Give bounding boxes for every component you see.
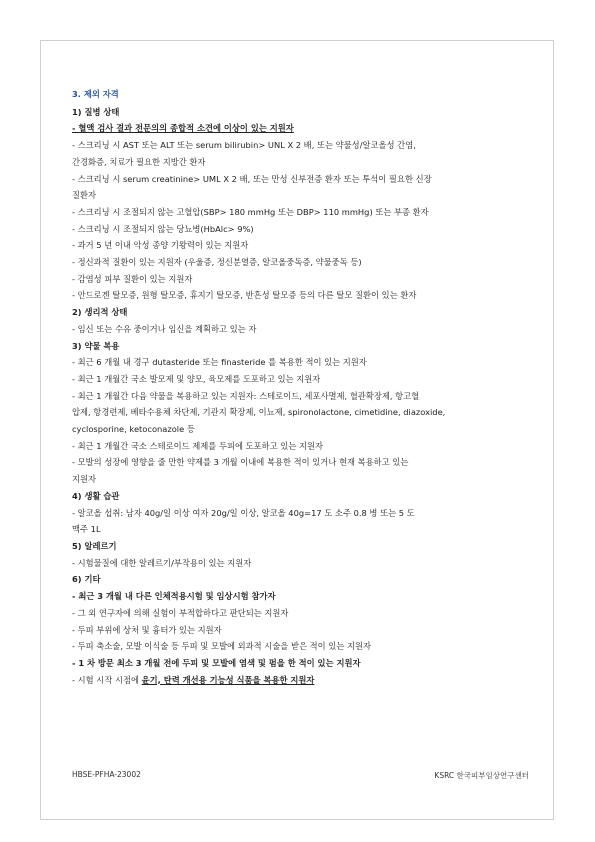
criterion-diabetes: - 스크리닝 시 조절되지 않는 당뇨병(HbAlc> 9%): [72, 223, 254, 234]
footer-document-code: HBSE-PFHA-23002: [72, 770, 141, 779]
criterion-functional-food: [72, 672, 527, 689]
criterion-other-trial: - 최근 3 개월 내 다른 인체적용시험 및 임상시험 참가자: [72, 591, 276, 602]
subsection-physiological-title: 2) 생리적 상태: [72, 307, 128, 318]
criterion-psychiatric: - 정신과적 질환이 있는 지원자 (우울증, 정신분열증, 알코올중독증, 약물중독 등): [72, 257, 362, 268]
criterion-allergy: - 시험물질에 대한 알레르기/부작용이 있는 지원자: [72, 557, 252, 568]
criterion-hypertension: - 스크리닝 시 조절되지 않는 고혈압(SBP> 180 mmHg 또는 DBP> 110 mmHg) 또는 부종 환자: [72, 206, 429, 217]
criterion-blood-test: - 혈액 검사 결과 전문의의 종합적 소견에 이상이 있는 지원자: [72, 123, 294, 134]
subsection-other-title: 6) 기타: [72, 574, 101, 585]
criterion-drug-list-1: - 최근 1 개월간 다음 약물을 복용하고 있는 지원자: 스테로이드, 세포사멸제, 혈관확장제, 항고혈: [72, 390, 420, 401]
criterion-liver-2: 간경화증, 치료가 필요한 지방간 환자: [72, 156, 206, 167]
document-body: [72, 86, 527, 688]
subsection-disease-title: 1) 질병 상태: [72, 106, 120, 117]
footer-organization: KSRC 한국피부임상연구센터: [434, 771, 529, 780]
criterion-scalp-surgery: - 두피 축소술, 모발 이식술 등 두피 및 모발에 외과적 시술을 받은 적이 있는 지원자: [72, 641, 372, 652]
criterion-liver-1: - 스크리닝 시 AST 또는 ALT 또는 serum bilirubin> UNL X 2 배, 또는 약물성/알코올성 간염,: [72, 140, 416, 151]
criterion-alcohol-1: - 알코올 섭취: 남자 40g/일 이상 여자 20g/일 이상, 알코올 40g=17 도 소주 0.8 병 또는 5 도: [72, 507, 415, 518]
criterion-kidney-2: 질환자: [72, 190, 97, 201]
criterion-drug-list-3: cyclosporine, ketoconazole 등: [72, 424, 195, 435]
criterion-investigator-judgement: - 그 외 연구자에 의해 실험이 부적합하다고 판단되는 지원자: [72, 607, 289, 618]
section-title: 3. 제외 자격: [72, 89, 119, 99]
criterion-functional-food-emphasis: 윤기, 탄력 개선용 기능성 식품을 복용한 지원자: [141, 674, 315, 685]
criterion-drug-list-2: 압제, 항경련제, 베타수용체 차단제, 기관지 확장제, 이뇨제, spironolactone, cimetidine, diazoxide,: [72, 407, 446, 418]
criterion-alcohol-2: 맥주 1L: [72, 524, 101, 535]
criterion-dutasteride: - 최근 6 개월 내 경구 dutasteride 또는 finasteride 를 복용한 적이 있는 지원자: [72, 357, 367, 368]
subsection-lifestyle-title: 4) 생활 습관: [72, 490, 120, 501]
criterion-pregnancy: - 임신 또는 수유 중이거나 임신을 계획하고 있는 자: [72, 323, 257, 334]
criterion-hair-growth-drug-2: 지원자: [72, 474, 97, 485]
criterion-scalp-wound: - 두피 부위에 상처 및 흉터가 있는 지원자: [72, 624, 222, 635]
criterion-topical-steroid: - 최근 1 개월간 국소 스테로이드 제제를 두피에 도포하고 있는 지원자: [72, 440, 324, 451]
criterion-topical-hair-agent: - 최근 1 개월간 국소 발모제 및 양모, 육모제를 도포하고 있는 지원자: [72, 373, 321, 384]
criterion-dye-perm: - 1 차 방문 최소 3 개월 전에 두피 및 모발에 염색 및 펌을 한 적이 있는 지원자: [72, 657, 361, 668]
criterion-other-alopecia: - 안드로겐 탈모증, 원형 탈모증, 휴지기 탈모증, 반흔성 탈모증 등의 다른 탈모 질환이 있는 환자: [72, 290, 417, 301]
criterion-functional-food-prefix: - 시험 시작 시점에: [72, 674, 142, 685]
criterion-hair-growth-drug-1: - 모발의 성장에 영향을 줄 만한 약제를 3 개월 이내에 복용한 적이 있거나 현재 복용하고 있는: [72, 457, 409, 468]
criterion-malignancy: - 과거 5 년 이내 악성 종양 기왕력이 있는 지원자: [72, 240, 249, 251]
criterion-skin-infection: - 감염성 피부 질환이 있는 지원자: [72, 273, 193, 284]
criterion-kidney-1: - 스크리닝 시 serum creatinine> UML X 2 배, 또는 만성 신부전증 환자 또는 투석이 필요한 신장: [72, 173, 432, 184]
subsection-allergy-title: 5) 알레르기: [72, 540, 117, 551]
subsection-medication-title: 3) 약물 복용: [72, 340, 120, 351]
